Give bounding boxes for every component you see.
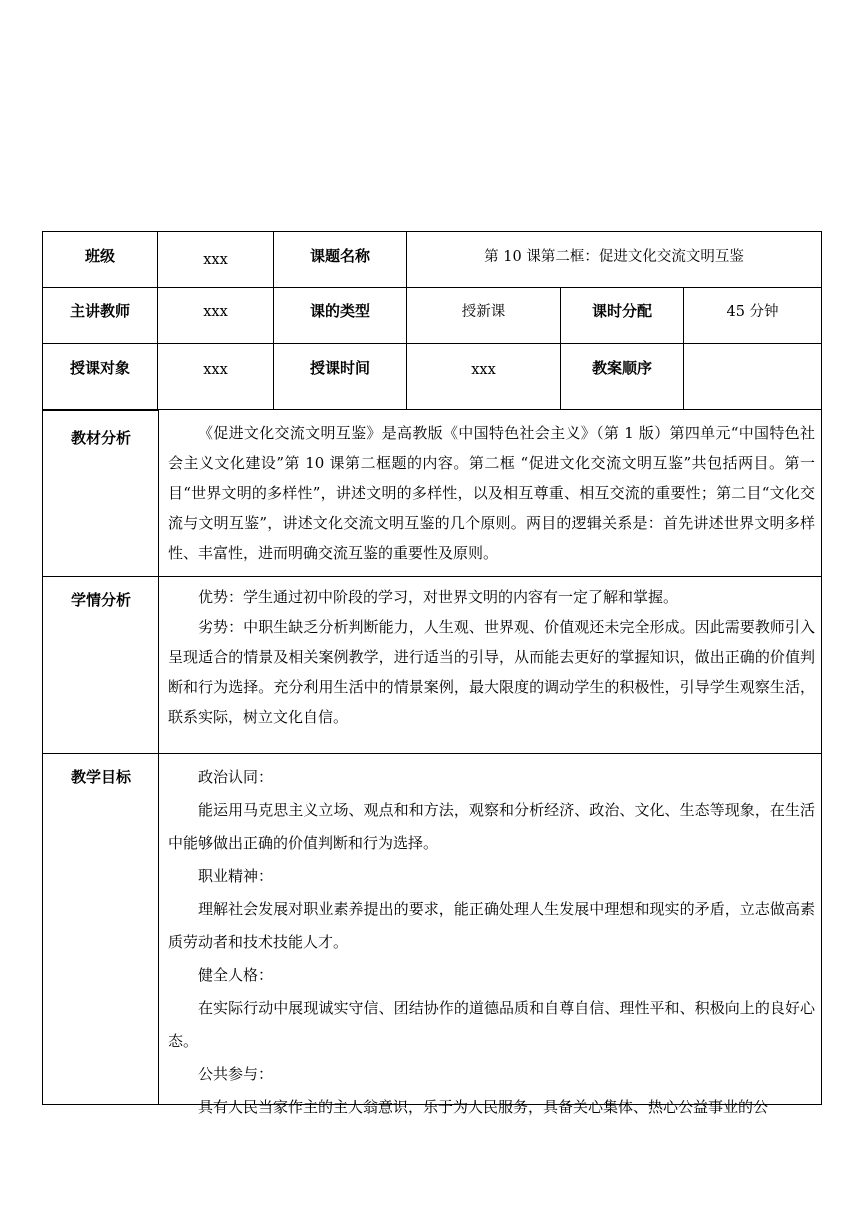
audience-value: xxx [203,362,228,378]
teaching-objectives-body [168,761,815,1124]
subheading: 健全人格： [198,966,274,984]
teaching-objectives-label: 教学目标 [70,768,131,786]
student-analysis-body [168,582,815,732]
class-label: 班级 [84,247,115,265]
date-value: xxx [471,362,496,378]
textbook-analysis-body [168,418,815,568]
audience-label: 授课对象 [69,359,130,377]
paragraph: 《促进文化交流文明互鉴》是高教版《中国特色社会主义》（第 1 版）第四单元“中国特色社会主义文化建设”第 10 课第二框题的内容。第二框 “促进文化交流文明互鉴”共包括两目。第一目“世界文明的多样性”，讲述文明的多样性，以及相互尊重、相互交流的重要性；第二目“文化交流与文明互鉴”，讲述文化交流文明互鉴的几个原则。两目的逻辑关系是：首先讲述世界文明多样性、丰富性，进而明确交流互鉴的重要性及原则。 [168,424,815,562]
lesson-type-value: 授新课 [461,303,506,320]
lesson-info-table [42,231,822,410]
time-alloc-value: 45 分钟 [726,303,779,320]
paragraph: 理解社会发展对职业素养提出的要求，能正确处理人生发展中理想和现实的矛盾，立志做高素质劳动者和技术技能人才。 [168,900,815,951]
paragraph: 在实际行动中展现诚实守信、团结协作的道德品质和自尊自信、理性平和、积极向上的良好心态。 [168,999,815,1050]
paragraph: 能运用马克思主义立场、观点和和方法，观察和分析经济、政治、文化、生态等现象，在生活中能够做出正确的价值判断和行为选择。 [168,801,815,852]
subheading: 政治认同： [198,768,274,786]
student-analysis-section [42,577,822,754]
subheading: 职业精神： [198,867,274,885]
paragraph: 优势：学生通过初中阶段的学习，对世界文明的内容有一定了解和掌握。 [198,588,679,606]
teacher-value: xxx [203,303,228,320]
teacher-label: 主讲教师 [69,301,130,320]
order-label: 教案顺序 [591,359,652,377]
date-label: 授课时间 [309,359,370,377]
class-value: xxx [203,251,228,268]
subheading: 公共参与： [198,1065,274,1083]
paragraph: 具有人民当家作主的主人翁意识，乐于为人民服务，具备关心集体、热心公益事业的公 [198,1098,769,1116]
textbook-analysis-section [42,410,822,577]
topic-label: 课题名称 [309,247,370,265]
time-alloc-label: 课时分配 [591,301,652,320]
textbook-analysis-label: 教材分析 [70,429,131,447]
lesson-type-label: 课的类型 [309,301,370,320]
order-value [684,344,821,396]
topic-value: 第 10 课第二框：促进文化交流文明互鉴 [484,249,744,265]
teaching-objectives-section [42,754,822,1116]
paragraph: 劣势：中职生缺乏分析判断能力，人生观、世界观、价值观还未完全形成。因此需要教师引入呈现适合的情景及相关案例教学，进行适当的引导，从而能去更好的掌握知识，做出正确的价值判断和行为选择。充分利用生活中的情景案例，最大限度的调动学生的积极性，引导学生观察生活，联系实际，树立文化自信。 [168,618,815,726]
student-analysis-label: 学情分析 [70,591,131,609]
